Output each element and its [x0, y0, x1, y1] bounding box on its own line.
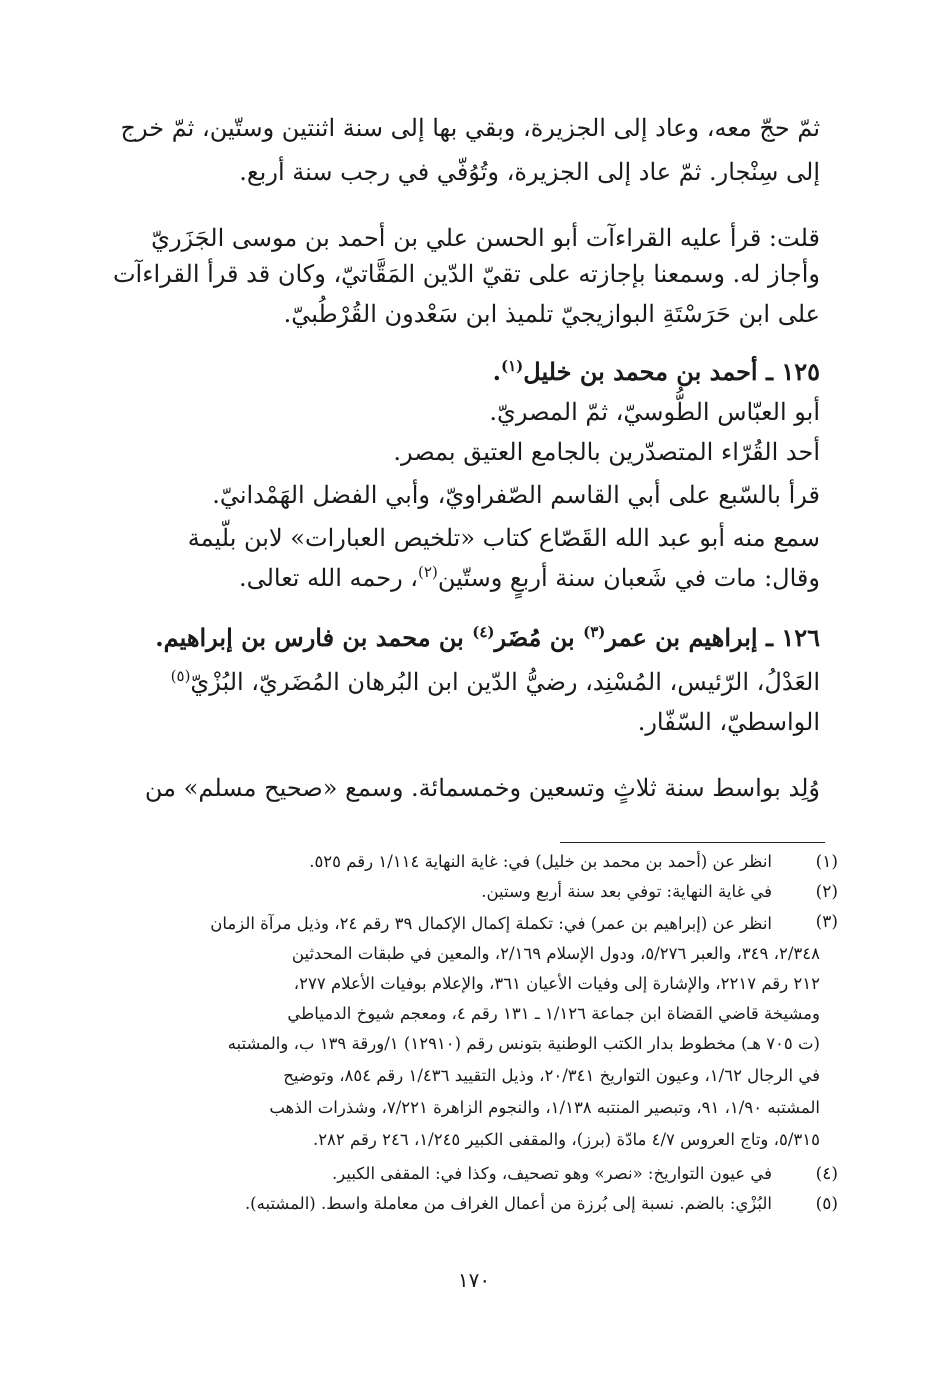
footnote-number: (٥)	[815, 1194, 838, 1214]
footnote-line: ٢/٣٤٨، ٣٤٩، والعبر ٥/٢٧٦، ودول الإسلام ٢/١٦٩، والمعين في طبقات المحدثين	[291, 944, 820, 963]
entry-125-line: أحد القُرّاء المتصدّرين بالجامع العتيق بمصر.	[393, 438, 820, 466]
death-text-end: ، رحمه الله تعالى.	[238, 564, 419, 592]
footnote-line: انظر عن (أحمد بن محمد بن خليل) في: غاية النهاية ١/١١٤ رقم ٥٢٥.	[309, 852, 772, 871]
body-line: إلى سِنْجار. ثمّ عاد إلى الجزيرة، وتُوُفّي في رجب سنة أربع.	[239, 158, 820, 186]
entry-text: العَدْلُ، الرّئيس، المُسْنِد، رضيُّ الدّين ابن البُرهان المُضَريّ، البُزْيّ	[190, 668, 820, 696]
body-line: على ابن حَرَسْتَةِ البوازيجيّ تلميذ ابن سَعْدون القُرْطُبيّ.	[283, 300, 820, 328]
footnote-line: ٢١٢ رقم ٢٢١٧، والإشارة إلى وفيات الأعيان ٣٦١، والإعلام بوفيات الأعلام ٢٧٧،	[293, 974, 820, 993]
footnote-separator	[560, 842, 825, 843]
entry-125-death-line	[239, 558, 820, 598]
death-text: وقال: مات في شَعبان سنة أربعٍ وستّين	[437, 564, 820, 592]
entry-125-line: سمع منه أبو عبد الله القَصّاع كتاب «تلخيص العبارات» لابن بلّيمة	[187, 524, 820, 552]
entry-heading-text: ١٢٥ ـ أحمد بن محمد بن خليل	[523, 357, 820, 386]
footnote-line: (ت ٧٠٥ هـ) مخطوط بدار الكتب الوطنية بتونس رقم (١٢٩١٠) ١/ورقة ١٣٩ ب، والمشتبه	[227, 1034, 820, 1053]
footnote-ref: (٣)	[583, 623, 606, 641]
footnote-line: في غاية النهاية: توفي بعد سنة أربع وستين.	[481, 882, 772, 901]
footnote-number: (٣)	[815, 912, 838, 932]
footnote-line: انظر عن (إبراهيم بن عمر) في: تكملة إكمال الإكمال ٣٩ رقم ٢٤، وذيل مرآة الزمان	[210, 914, 772, 933]
body-line: وأجاز له. وسمعنا بإجازته على تقيّ الدّين المَقَّاتيّ، وكان قد قرأ القراءآت	[112, 260, 820, 288]
footnote-line: البُزْي: بالضم. نسبة إلى بُرزة من أعمال الغراف من معاملة واسط. (المشتبه).	[244, 1194, 772, 1213]
footnote-ref: (٢)	[418, 563, 438, 581]
footnote-ref: (٤)	[472, 623, 495, 641]
footnote-number: (٢)	[815, 882, 838, 902]
body-line: قلت: قرأ عليه القراءآت أبو الحسن علي بن أحمد بن موسى الجَزَريّ	[151, 224, 820, 252]
entry-126-line: وُلِد بواسط سنة ثلاثٍ وتسعين وخمسمائة. وسمع «صحيح مسلم» من	[144, 774, 820, 802]
footnote-number: (٤)	[815, 1164, 838, 1184]
footnote-number: (١)	[815, 852, 838, 872]
entry-125-line: أبو العبّاس الطُّوسيّ، ثمّ المصريّ.	[489, 398, 820, 426]
entry-heading-text: بن مُضَر	[494, 623, 584, 652]
entry-126-line: الواسطيّ، السّفّار.	[637, 708, 820, 736]
footnote-line: في عيون التواريخ: «نصر» وهو تصحيف، وكذا في: المقفى الكبير.	[332, 1164, 772, 1183]
footnote-ref: (٥)	[170, 667, 191, 685]
entry-125-heading: ١٢٥ ـ أحمد بن محمد بن خليل$^{(١)}$.	[492, 357, 820, 386]
page-number: ١٧٠	[457, 1268, 491, 1292]
entry-126-heading	[155, 618, 820, 658]
footnote-line: في الرجال ١/٦٢، وعيون التواريخ ٢٠/٣٤١، وذيل التقييد ١/٤٣٦ رقم ٨٥٤، وتوضيح	[283, 1066, 820, 1085]
footnote-line: ومشيخة قاضي القضاة ابن جماعة ١/١٢٦ ـ ١٣١ رقم ٤، ومعجم شيوخ الدمياطي	[287, 1004, 820, 1023]
entry-heading-text: بن محمد بن فارس بن إبراهيم.	[155, 623, 473, 652]
footnote-line: ٥/٣١٥، وتاج العروس ٤/٧ مادّة (برز)، والمقفى الكبير ١/٢٤٥، ٢٤٦ رقم ٢٨٢.	[312, 1130, 820, 1149]
footnote-line: المشتبه ١/٩٠، ٩١، وتبصير المنتبه ١/١٣٨، والنجوم الزاهرة ٧/٢٢١، وشذرات الذهب	[269, 1098, 820, 1117]
body-line: ثمّ حجّ معه، وعاد إلى الجزيرة، وبقي بها إلى سنة اثنتين وستّين، ثمّ خرج	[120, 114, 820, 142]
entry-126-line	[171, 662, 820, 702]
entry-heading-text: ١٢٦ ـ إبراهيم بن عمر	[605, 623, 820, 652]
footnote-ref: (١)	[500, 357, 524, 375]
entry-125-line: قرأ بالسّبع على أبي القاسم الصّفراويّ، وأبي الفضل الهَمْدانيّ.	[212, 481, 820, 509]
